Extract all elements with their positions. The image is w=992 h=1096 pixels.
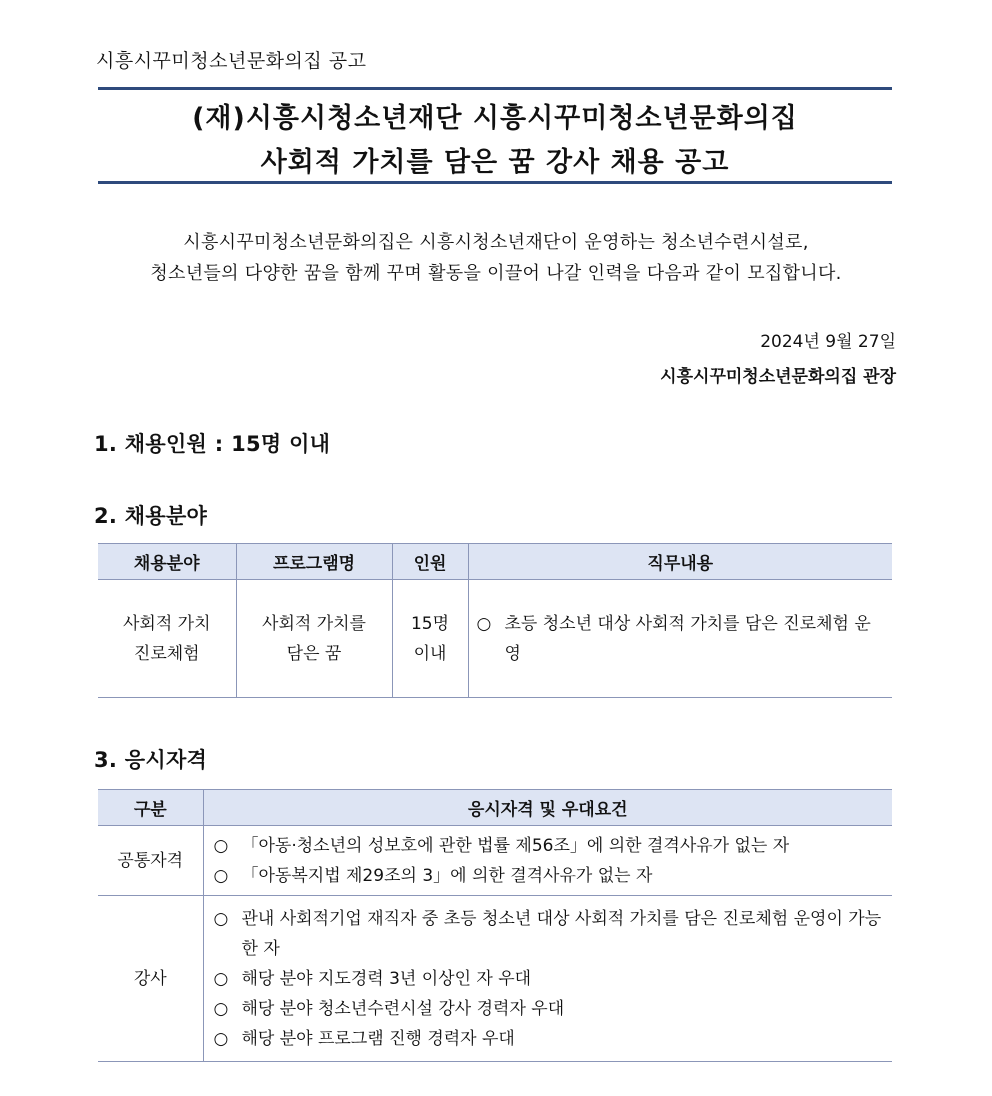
title-bottom-rule [98, 181, 892, 184]
column-header: 응시자격 및 우대요건 [203, 790, 892, 826]
notice-label: 시흥시꾸미청소년문화의집 공고 [96, 50, 367, 72]
qualification-table [98, 789, 892, 1062]
duty-cell [468, 580, 892, 698]
category-cell: 공통자격 [98, 826, 203, 896]
list-item: ○ 「아동·청소년의 성보호에 관한 법률 제56조」에 의한 결격사유가 없는 자 [214, 831, 887, 861]
circle-bullet-icon: ○ [476, 613, 492, 634]
column-header: 직무내용 [468, 544, 892, 580]
title-line-2: 사회적 가치를 담은 꿈 강사 채용 공고 [260, 147, 730, 178]
column-header: 구분 [98, 790, 203, 826]
title-top-rule [98, 87, 892, 90]
list-item: ○ 해당 분야 프로그램 진행 경력자 우대 [214, 1024, 887, 1054]
field-cell: 사회적 가치 진로체험 [98, 580, 236, 698]
recruitment-field-table [98, 543, 892, 698]
section-2-heading: 2. 채용분야 [94, 504, 208, 528]
table-header-row [98, 790, 892, 826]
circle-bullet-icon: ○ [213, 908, 229, 929]
section-3-heading: 3. 응시자격 [94, 748, 208, 772]
column-header: 프로그램명 [236, 544, 392, 580]
circle-bullet-icon: ○ [213, 998, 229, 1019]
intro-line-1: 시흥시꾸미청소년문화의집은 시흥시청소년재단이 운영하는 청소년수련시설로, [183, 232, 809, 253]
title-line-1: (재)시흥시청소년재단 시흥시꾸미청소년문화의집 [192, 103, 798, 134]
table-row [98, 826, 892, 896]
table-header-row [98, 544, 892, 580]
column-header: 채용분야 [98, 544, 236, 580]
notice-date: 2024년 9월 27일 [760, 332, 896, 352]
table-row [98, 896, 892, 1062]
circle-bullet-icon: ○ [213, 968, 229, 989]
circle-bullet-icon: ○ [213, 1028, 229, 1049]
table-row [98, 580, 892, 698]
list-item: ○ 관내 사회적기업 재직자 중 초등 청소년 대상 사회적 가치를 담은 진로체험 운영이 가능한 자 [214, 904, 887, 964]
column-header: 인원 [392, 544, 468, 580]
requirement-cell [203, 826, 892, 896]
list-item: ○ 해당 분야 지도경력 3년 이상인 자 우대 [214, 964, 887, 994]
section-1-heading: 1. 채용인원 : 15명 이내 [94, 432, 331, 456]
intro-line-2: 청소년들의 다양한 꿈을 함께 꾸며 활동을 이끌어 나갈 인력을 다음과 같이 모집합니다. [150, 263, 842, 284]
list-item: ○ 해당 분야 청소년수련시설 강사 경력자 우대 [214, 994, 887, 1024]
requirement-cell [203, 896, 892, 1062]
circle-bullet-icon: ○ [213, 835, 229, 856]
list-item: ○ 「아동복지법 제29조의 3」에 의한 결격사유가 없는 자 [214, 861, 887, 891]
count-cell: 15명 이내 [392, 580, 468, 698]
circle-bullet-icon: ○ [213, 865, 229, 886]
list-item: ○ 초등 청소년 대상 사회적 가치를 담은 진로체험 운영 [477, 609, 885, 669]
notice-signer: 시흥시꾸미청소년문화의집 관장 [660, 367, 896, 387]
program-cell: 사회적 가치를 담은 꿈 [236, 580, 392, 698]
category-cell: 강사 [98, 896, 203, 1062]
